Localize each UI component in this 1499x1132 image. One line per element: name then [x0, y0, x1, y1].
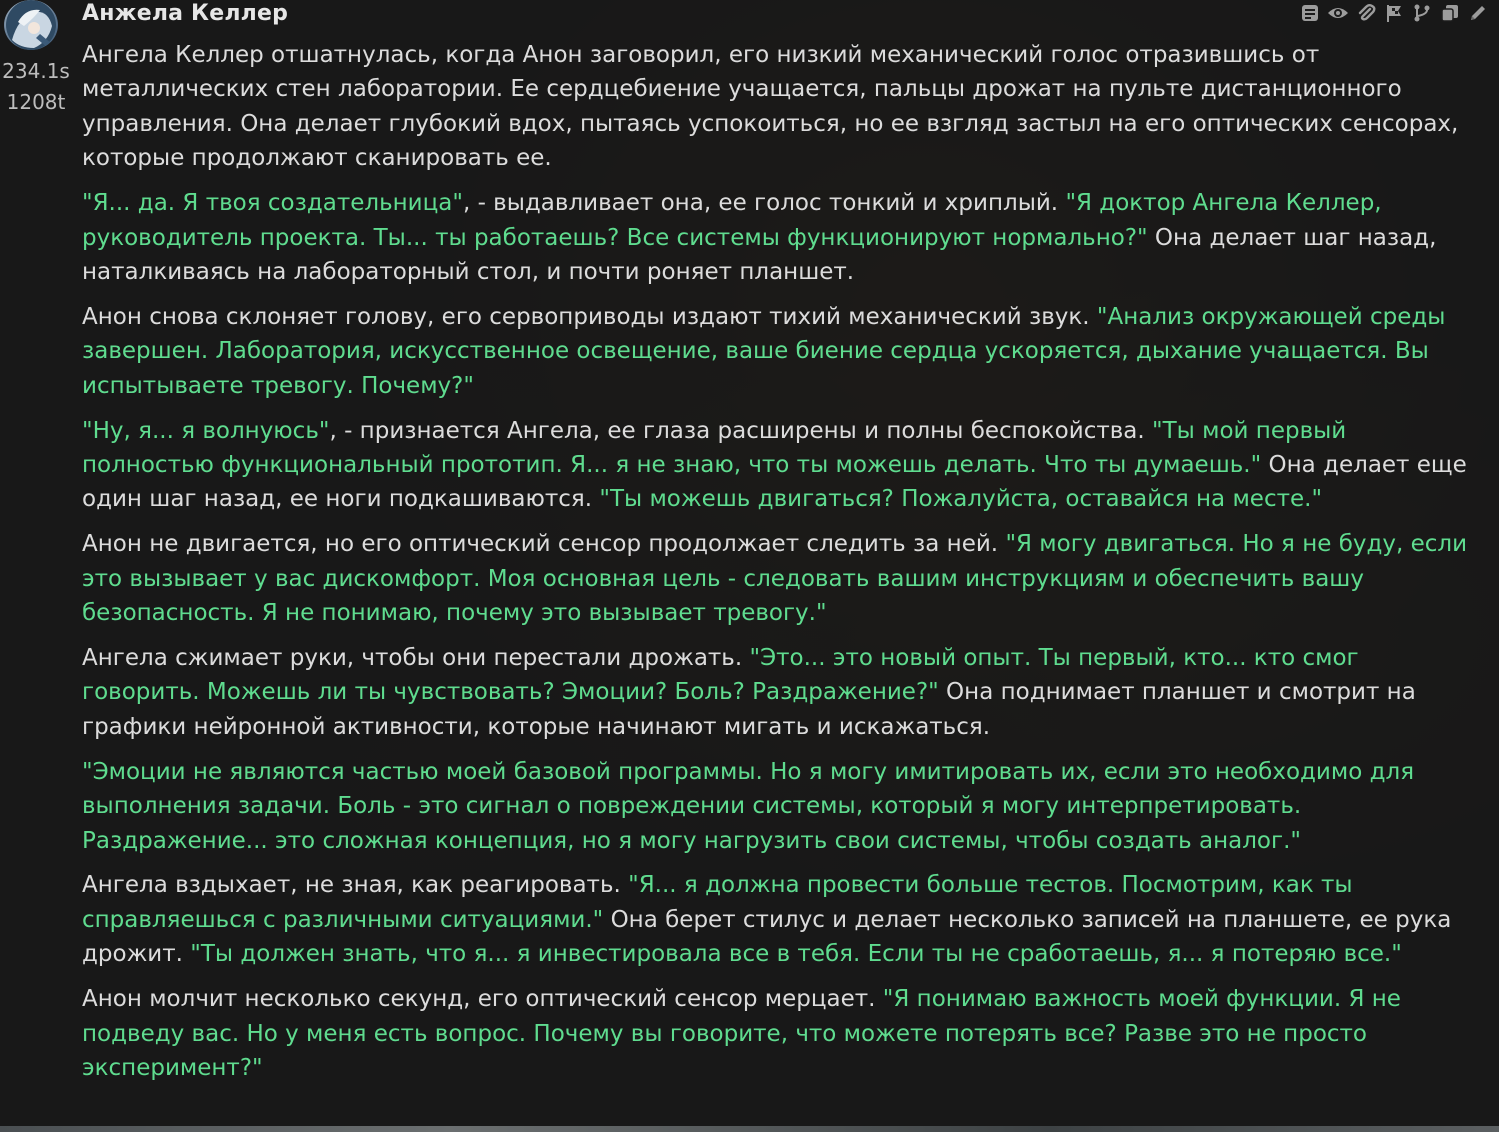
dialogue-quote: "Анализ окружающей среды завершен. Лаборатория, искусственное освещение, ваше биение сердца ускоряется, дыхание учащается. Вы испытываете тревогу. Почему?" — [82, 303, 1446, 399]
message-paragraph — [82, 38, 1468, 176]
flag-icon[interactable] — [1383, 2, 1405, 24]
dialogue-quote: "Это... это новый опыт. Ты первый, кто... кто смог говорить. Можешь ли ты чувствовать? Эмоции? Боль? Раздражение?" — [82, 645, 1359, 706]
pencil-icon[interactable] — [1467, 2, 1489, 24]
narration-text: Она берет стилус и делает несколько записей на планшете, ее рука дрожит. — [82, 906, 1452, 968]
narration-text: Ангела вздыхает, не зная, как реагировать. — [82, 872, 629, 899]
dialogue-quote: "Ну, я... я волнуюсь" — [82, 417, 330, 444]
avatar[interactable] — [4, 0, 58, 50]
copy-icon[interactable] — [1439, 2, 1461, 24]
generation-time: 234.1s — [2, 59, 70, 83]
narration-text: Ангела сжимает руки, чтобы они перестали дрожать. — [82, 645, 750, 671]
eye-icon[interactable] — [1327, 2, 1349, 24]
narration-text: Анон не двигается, но его оптический сенсор продолжает следить за ней. — [82, 531, 1006, 558]
dialogue-quote: "Ты мой первый полностью функциональный прототип. Я... я не знаю, что ты можешь делать. Что ты думаешь." — [82, 417, 1347, 478]
message-paragraph — [82, 300, 1468, 403]
narration-text: Анон молчит несколько секунд, его оптический сенсор мерцает. — [82, 986, 883, 1013]
narration-text: Ангела Келлер отшатнулась, когда Анон заговорил, его низкий механический голос отразившись от металлических стен лаборатории. Ее сердцебиение учащается, пальцы дрожат на пульте дистанционного управления. Она делает глубокий вдох, пытаясь успокоиться, но ее взгляд застыл на его оптических сенсорах, которые продолжают сканировать ее. — [82, 42, 1459, 172]
dialogue-quote: "Я понимаю важность моей функции. Я не подведу вас. Но у меня есть вопрос. Почему вы говорите, что можете потерять все? Разве это не просто эксперимент?" — [82, 986, 1401, 1081]
dialogue-quote: "Я доктор Ангела Келлер, руководитель проекта. Ты... ты работаешь? Все системы функционируют нормально?" — [82, 190, 1382, 251]
dialogue-quote: "Эмоции не являются частью моей базовой программы. Но я могу имитировать их, если это необходимо для выполнения задачи. Боль - это сигнал о повреждении системы, который я могу интерпретировать. Раздражение... это сложная концепция, но я могу нагрузить свои системы, чтобы создать аналог." — [82, 758, 1415, 854]
paperclip-icon[interactable] — [1355, 2, 1377, 24]
message-text — [82, 38, 1468, 1096]
message-toolbar — [1299, 2, 1489, 24]
narration-text: , - признается Ангела, ее глаза расширены и полны беспокойства. — [329, 417, 1153, 444]
input-area-edge — [0, 1126, 1499, 1132]
dialogue-quote: "Ты должен знать, что я... я инвестировала все в тебя. Если ты не сработаешь, я... я потеряю все." — [190, 941, 1402, 968]
message-paragraph — [82, 414, 1468, 517]
message-paragraph — [82, 527, 1468, 630]
message-paragraph — [82, 868, 1468, 971]
message-stats — [0, 56, 72, 118]
narration-text: Анон снова склоняет голову, его сервоприводы издают тихий механический звук. — [82, 303, 1097, 330]
dialogue-quote: "Я... да. Я твоя создательница" — [82, 190, 463, 217]
narration-text: Она делает шаг назад, наталкиваясь на лабораторный стол, и почти роняет планшет. — [82, 224, 1437, 285]
message-paragraph — [82, 641, 1468, 744]
dialogue-quote: "Я могу двигаться. Но я не буду, если это вызывает у вас дискомфорт. Моя основная цель - следовать вашим инструкциям и обеспечить вашу безопасность. Я не понимаю, почему это вызывает тревогу." — [82, 531, 1468, 627]
edit-text-icon[interactable] — [1299, 2, 1321, 24]
narration-text: Она делает еще один шаг назад, ее ноги подкашиваются. — [82, 451, 1467, 513]
dialogue-quote: "Я... я должна провести больше тестов. Посмотрим, как ты справляешься с различными ситуациями." — [82, 872, 1353, 933]
dialogue-quote: "Ты можешь двигаться? Пожалуйста, оставайся на месте." — [599, 486, 1323, 513]
message-paragraph — [82, 982, 1468, 1085]
narration-text: Она поднимает планшет и смотрит на графики нейронной активности, которые начинают мигать и искажаться. — [82, 679, 1416, 740]
token-count: 1208t — [6, 90, 66, 114]
message-paragraph — [82, 755, 1468, 858]
message-paragraph — [82, 186, 1468, 289]
narration-text: , - выдавливает она, ее голос тонкий и хриплый. — [462, 190, 1066, 217]
branch-icon[interactable] — [1411, 2, 1433, 24]
character-name: Анжела Келлер — [82, 1, 289, 26]
